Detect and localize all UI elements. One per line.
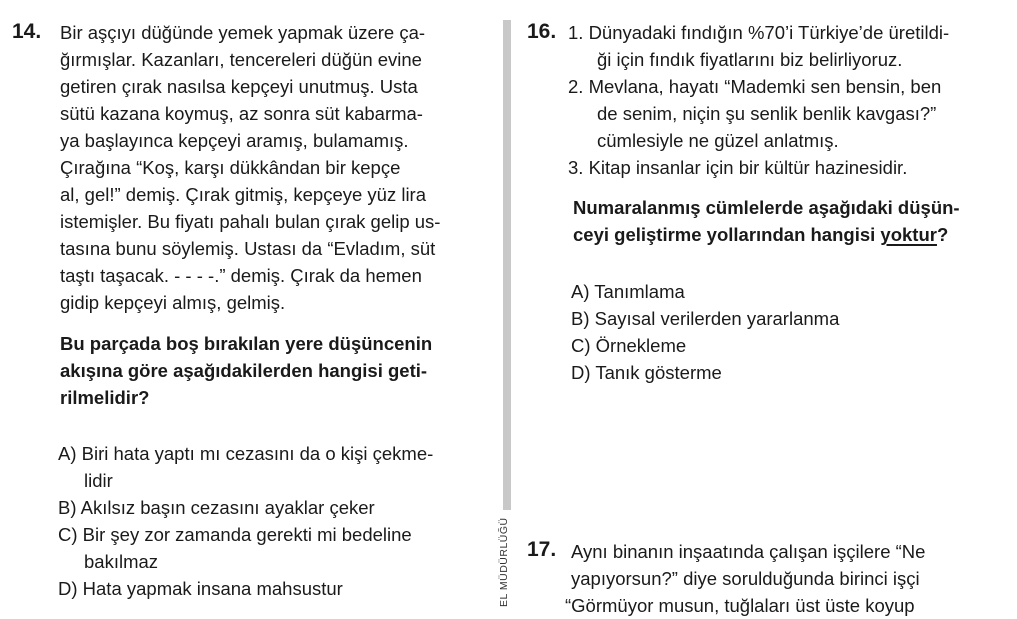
question-number: 14. xyxy=(12,20,42,43)
emphasis-word: yoktur xyxy=(880,224,937,245)
question-stem: Bu parçada boş bırakılan yere düşüncenin xyxy=(60,333,433,354)
column-divider xyxy=(503,20,511,510)
statement-line: de senim, niçin şu senlik benlik kavgası?” xyxy=(597,103,937,124)
passage-line: sütü kazana koymuş, az sonra süt kabarma- xyxy=(60,103,423,124)
question-number: 17. xyxy=(527,538,557,561)
question-mark: ? xyxy=(936,224,949,245)
statement-line: 1. Dünyadaki fındığın %70’i Türkiye’de üretildi- xyxy=(568,22,950,43)
passage-line: al, gel!” demiş. Çırak gitmiş, kepçeye yüz lira xyxy=(60,184,427,205)
question-stem: rilmelidir? xyxy=(60,387,150,408)
side-text: EL MÜDÜRLÜĞÜ xyxy=(498,517,510,607)
passage-line: “Görmüyor musun, tuğlaları üst üste koyup xyxy=(565,595,915,616)
passage-line: ğırmışlar. Kazanları, tencereleri düğün evine xyxy=(60,49,422,70)
question-number: 16. xyxy=(527,20,557,43)
option-a-continued[interactable]: lidir xyxy=(84,470,113,491)
option-c[interactable]: C) Bir şey zor zamanda gerekti mi bedeline xyxy=(58,524,412,545)
option-a[interactable]: A) Biri hata yaptı mı cezasını da o kişi çekme- xyxy=(58,443,434,464)
option-d[interactable]: D) Tanık gösterme xyxy=(571,362,722,383)
passage-line: istemişler. Bu fiyatı pahalı bulan çırak gelip us- xyxy=(60,211,441,232)
passage-line: tasına bunu söylemiş. Ustası da “Evladım, süt xyxy=(60,238,436,259)
option-b[interactable]: B) Akılsız başın cezasını ayaklar çeker xyxy=(58,497,375,518)
option-b[interactable]: B) Sayısal verilerden yararlanma xyxy=(571,308,840,329)
statement-line: cümlesiyle ne güzel anlatmış. xyxy=(597,130,839,151)
passage-line: ya başlayınca kepçeyi aramış, bulamamış. xyxy=(60,130,409,151)
statement-line: 3. Kitap insanlar için bir kültür hazinesidir. xyxy=(568,157,908,178)
passage-line: yapıyorsun?” diye sorulduğunda birinci işçi xyxy=(571,568,920,589)
passage-line: getiren çırak nasılsa kepçeyi unutmuş. Usta xyxy=(60,76,418,97)
question-stem: akışına göre aşağıdakilerden hangisi geti- xyxy=(60,360,428,381)
option-d[interactable]: D) Hata yapmak insana mahsustur xyxy=(58,578,343,599)
passage-line: gidip kepçeyi almış, gelmiş. xyxy=(60,292,286,313)
option-c-continued[interactable]: bakılmaz xyxy=(84,551,159,572)
passage-line: Aynı binanın inşaatında çalışan işçilere “Ne xyxy=(571,541,926,562)
question-stem xyxy=(573,221,948,248)
passage-line: Bir aşçıyı düğünde yemek yapmak üzere ça- xyxy=(60,22,426,43)
passage-line: Çırağına “Koş, karşı dükkândan bir kepçe xyxy=(60,157,401,178)
statement-line: 2. Mevlana, hayatı “Mademki sen bensin, ben xyxy=(568,76,942,97)
question-stem-text: ceyi geliştirme yollarından hangisi xyxy=(573,224,881,245)
statement-line: ği için fındık fiyatlarını biz belirliyoruz. xyxy=(597,49,903,70)
question-stem: Numaralanmış cümlelerde aşağıdaki düşün- xyxy=(573,197,960,218)
passage-line: taştı taşacak. - - - -.” demiş. Çırak da hemen xyxy=(60,265,422,286)
option-c[interactable]: C) Örnekleme xyxy=(571,335,687,356)
option-a[interactable]: A) Tanımlama xyxy=(571,281,685,302)
